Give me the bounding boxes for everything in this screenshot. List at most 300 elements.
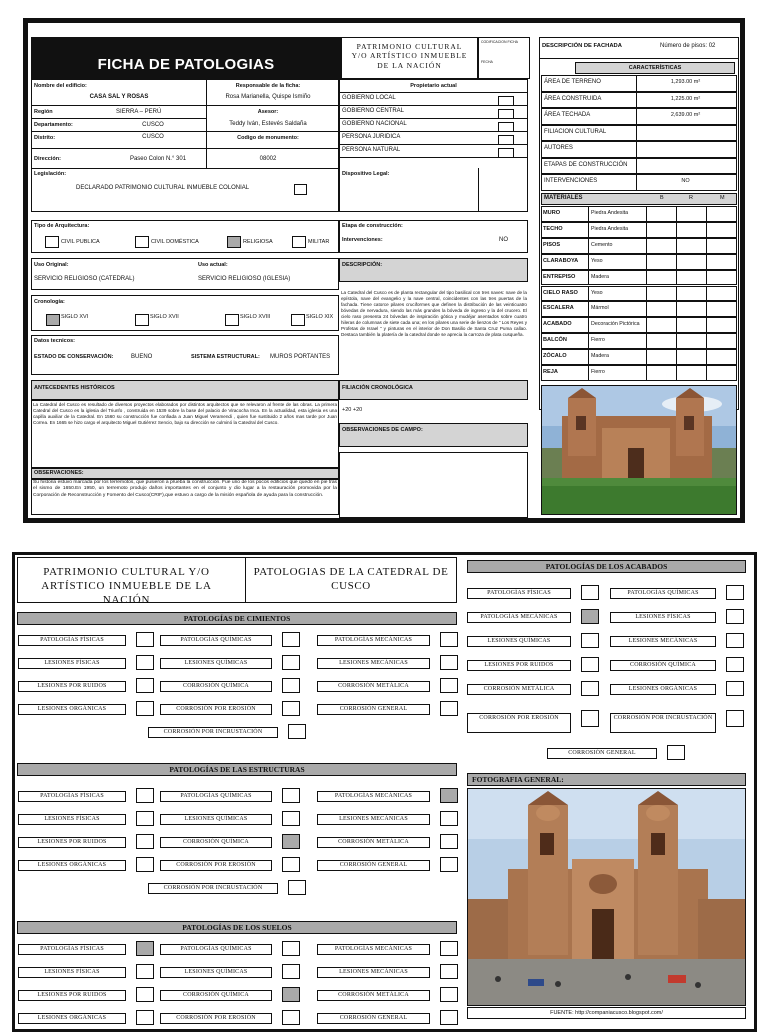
material-value: Fierro bbox=[591, 369, 605, 375]
pathology-checkbox[interactable] bbox=[726, 585, 744, 600]
material-name: CLARABOYA bbox=[543, 257, 579, 264]
pathology-checkbox[interactable] bbox=[136, 1010, 154, 1025]
pathology-label: PATOLOGÍAS FÍSICAS bbox=[467, 588, 571, 599]
col-line bbox=[676, 286, 677, 302]
material-value: Piedra Andesita bbox=[591, 210, 629, 216]
pathology-label: LESIONES QUÍMICAS bbox=[160, 967, 272, 978]
militar-checkbox[interactable] bbox=[292, 236, 306, 248]
uso-actual-value: SERVICIO RELIGIOSO (IGLESIA) bbox=[198, 276, 291, 282]
pathology-label: LESIONES MECÁNICAS bbox=[610, 636, 716, 647]
pathology-label: LESIONES POR RUIDOS bbox=[18, 837, 126, 848]
caracteristica-label: ÁREA CONSTRUIDA bbox=[544, 95, 602, 102]
pathology-checkbox[interactable] bbox=[726, 657, 744, 672]
material-name: BALCÓN bbox=[543, 337, 567, 344]
pathology-checkbox[interactable] bbox=[136, 632, 154, 647]
asesor-value: Teddy Iván, Estevés Saldaña bbox=[229, 121, 307, 127]
col-line bbox=[706, 286, 707, 302]
pathology-checkbox[interactable] bbox=[136, 964, 154, 979]
tipo-label: Tipo de Arquitectura: bbox=[34, 223, 90, 229]
pathology-label: CORROSIÓN METÁLICA bbox=[317, 990, 430, 1001]
pathology-label: CORROSIÓN METÁLICA bbox=[467, 684, 571, 695]
militar-label: MILITAR bbox=[308, 239, 330, 245]
pathology-checkbox[interactable] bbox=[136, 811, 154, 826]
pathology-label: CORROSIÓN GENERAL bbox=[317, 860, 430, 871]
pathology-checkbox[interactable] bbox=[440, 857, 458, 872]
col-line bbox=[706, 301, 707, 317]
pathology-label: LESIONES POR RUIDOS bbox=[18, 681, 126, 692]
pathology-checkbox[interactable] bbox=[282, 811, 300, 826]
region-value: SIERRA – PERÚ bbox=[116, 109, 162, 115]
caracteristica-label: FILIACION CULTURAL bbox=[544, 128, 607, 135]
estructuras-section-header: PATOLOGÍAS DE LAS ESTRUCTURAS bbox=[17, 763, 457, 776]
col-line bbox=[706, 206, 707, 222]
asesor-label: Asesor: bbox=[257, 109, 279, 115]
caracteristica-value: NO bbox=[681, 178, 690, 184]
material-value: Decoración Pictórica bbox=[591, 321, 640, 328]
pathology-checkbox[interactable] bbox=[136, 941, 154, 956]
col-line bbox=[676, 301, 677, 317]
obs-campo-frame bbox=[339, 452, 528, 518]
patologias-form-sheet bbox=[23, 18, 745, 523]
pathology-label: PATOLOGÍAS MECÁNICAS bbox=[467, 612, 571, 623]
row-line bbox=[31, 148, 339, 149]
descripcion-text: La Catedral del Cusco es de planta rectangular del tipo basilical con tres naves: nave de la epístola, nave del evangelio y la nave central, coincidentes con las tres puertas de la fachada. Tiene catorce pilares cruciformes que definen la distribución de las veinticuatro bóvedas de nervadura, siendo las más grandes la bóveda de ingreso y la del crucero. El cielo raso presenta 24 bóvedas de inspiración gótica y mudéjar asentados sobre cuatro hileras de columnas de siete cada una; en los pilares una serie de lienzos de " Los Reyes y Profetas de Israel " y pinturas en el interior de Don Basilio de Santa Cruz Puma callao. Destaca también la platería de la catedral donde se aprecia la carroza de plata cusqueña. bbox=[341, 290, 527, 337]
siglo-xix-checkbox[interactable] bbox=[291, 314, 305, 326]
pathology-checkbox[interactable] bbox=[440, 678, 458, 693]
pathology-checkbox[interactable] bbox=[440, 788, 458, 803]
pathology-label: CORROSIÓN GENERAL bbox=[317, 704, 430, 715]
col-line bbox=[588, 222, 589, 238]
material-name: ACABADO bbox=[543, 321, 572, 328]
col-line bbox=[706, 317, 707, 333]
col-r-label: R bbox=[689, 195, 693, 201]
dispositivo-label: Dispositivo Legal: bbox=[342, 171, 390, 177]
col-line bbox=[706, 365, 707, 381]
material-value: Cemento bbox=[591, 241, 613, 248]
caracteristica-label: AUTORES bbox=[544, 145, 573, 151]
observaciones-label: OBSERVACIONES: bbox=[34, 470, 84, 476]
pathology-label: PATOLOGÍAS QUÍMICAS bbox=[160, 635, 272, 646]
owner-option-label: PERSONA JURIDICA bbox=[342, 134, 401, 140]
heritage-title: PATRIMONIO CULTURAL Y/O ARTÍSTICO INMUEBLE DE LA NACIÓN bbox=[341, 37, 478, 79]
cathedral-photo-large bbox=[467, 788, 746, 1006]
owner-option-checkbox[interactable] bbox=[498, 135, 514, 145]
uso-actual-label: Uso actual: bbox=[198, 262, 228, 268]
siglo-xix-label: SIGLO XIX bbox=[306, 314, 334, 320]
col-line bbox=[478, 168, 479, 212]
pathology-label: LESIONES MECÁNICAS bbox=[317, 658, 430, 669]
owner-option-label: PERSONA NATURAL bbox=[342, 147, 401, 153]
descripcion-label: DESCRIPCIÓN: bbox=[342, 262, 383, 268]
material-name: ZÓCALO bbox=[543, 353, 567, 360]
col-line bbox=[676, 349, 677, 365]
pathology-label: LESIONES MECÁNICAS bbox=[317, 814, 430, 825]
pathology-checkbox[interactable] bbox=[136, 857, 154, 872]
pathology-checkbox[interactable] bbox=[136, 788, 154, 803]
col-line bbox=[636, 75, 637, 92]
col-line bbox=[588, 270, 589, 286]
form-title: FICHA DE PATOLOGIAS bbox=[97, 56, 275, 73]
antecedentes-text: La Catedral del Cusco es resultado de diversos proyectos elaborados por distintos arquitectos que se relevaron al frente de las obras. La primera Catedral del Cusco es la iglesia del Triunfo , construida en 1539 sobre la base del palacio de Viracocha Inca. En la actualidad, esta iglesia es una capilla auxiliar de la Catedral. En 1560 su construcción fue confiada a Juan Miguel Veramendi , quien fue sustituido 2 años mas tarde por Juan Correa. En 1665 se hizo cargo el arquitecto Miguel Gutiérrez Sencio, bajo su dirección se culminó la Catedral del Cusco. bbox=[33, 402, 337, 425]
material-row bbox=[541, 222, 737, 238]
pathology-checkbox[interactable] bbox=[440, 1010, 458, 1025]
col-line bbox=[636, 141, 637, 158]
pathology-label: PATOLOGÍAS FÍSICAS bbox=[18, 944, 126, 955]
pathology-label: PATOLOGÍAS MECÁNICAS bbox=[317, 944, 430, 955]
col-line bbox=[588, 317, 589, 333]
owner-option-checkbox[interactable] bbox=[498, 148, 514, 158]
pathology-label: CORROSIÓN QUÍMICA bbox=[160, 681, 272, 692]
row-line bbox=[339, 92, 528, 93]
direccion-value: Paseo Colon N.° 301 bbox=[129, 156, 187, 162]
codigo-value: 08002 bbox=[259, 156, 277, 162]
etapa-label: Etapa de construcción: bbox=[342, 223, 403, 229]
col-line bbox=[676, 206, 677, 222]
legislacion-value: DECLARADO PATRIMONIO CULTURAL INMUEBLE COLONIAL bbox=[76, 185, 250, 191]
pathology-label: CORROSIÓN POR EROSIÓN bbox=[467, 713, 571, 733]
col-line bbox=[706, 238, 707, 254]
material-name: MURO bbox=[543, 210, 561, 216]
pathology-label: PATOLOGÍAS QUÍMICAS bbox=[610, 588, 716, 599]
suelos-section-header: PATOLOGÍAS DE LOS SUELOS bbox=[17, 921, 457, 934]
caracteristicas-label: CARACTERÍSTICAS bbox=[628, 65, 682, 71]
uso-original-value: SERVICIO RELIGIOSO (CATEDRAL) bbox=[34, 276, 135, 282]
caracteristica-label: ETAPAS DE CONSTRUCCIÓN bbox=[544, 161, 628, 168]
pathology-label: CORROSIÓN POR EROSIÓN bbox=[160, 1013, 272, 1024]
col-line bbox=[646, 365, 647, 381]
cimientos-section-header: PATOLOGÍAS DE CIMIENTOS bbox=[17, 612, 457, 625]
material-name: TECHO bbox=[543, 225, 563, 232]
col-line bbox=[646, 349, 647, 365]
col-line bbox=[646, 333, 647, 349]
pathology-label: CORROSIÓN POR INCRUSTACIÓN bbox=[610, 713, 716, 733]
pathology-label: CORROSIÓN POR EROSIÓN bbox=[160, 704, 272, 715]
pathology-checkbox[interactable] bbox=[282, 857, 300, 872]
pathology-checkbox[interactable] bbox=[288, 724, 306, 739]
pathology-checkbox[interactable] bbox=[136, 678, 154, 693]
col-line bbox=[676, 222, 677, 238]
uso-frame bbox=[31, 258, 339, 290]
cronologia-label: Cronología: bbox=[34, 299, 65, 305]
material-value: Fierro bbox=[591, 337, 605, 344]
responsable-label: Responsable de la ficha: bbox=[235, 83, 301, 89]
col-line bbox=[706, 222, 707, 238]
civil-publica-checkbox[interactable] bbox=[45, 236, 59, 248]
observaciones-text: Su historia estuvo marcada por los terremotos, que pusieron a prueba la construcción. Fue uno de los pocos edificios que quedó en pie tras el sismo de 1650.En 1950, un terremoto produjo daños importantes en el conjunto y dio lugar a la restauración promovida por la Corporación de Reconstrucción y Fomento del Cusco(CRIF),que estuvo a cargo de la misión española de ayuda para la construcción. bbox=[33, 480, 337, 498]
pathology-label: PATOLOGÍAS MECÁNICAS bbox=[317, 791, 430, 802]
col-line bbox=[588, 254, 589, 270]
pathology-checkbox[interactable] bbox=[136, 834, 154, 849]
material-name: PISOS bbox=[543, 241, 561, 248]
region-label: Región bbox=[34, 109, 53, 115]
intervenciones-label: Intervenciones: bbox=[342, 237, 383, 243]
cathedral-illustration bbox=[468, 789, 746, 1006]
col-line bbox=[646, 301, 647, 317]
col-line bbox=[706, 333, 707, 349]
cathedral-photo-small bbox=[541, 385, 737, 515]
col-line bbox=[636, 158, 637, 175]
pathology-checkbox[interactable] bbox=[282, 788, 300, 803]
pathology-label: LESIONES FÍSICAS bbox=[18, 967, 126, 978]
col-line bbox=[636, 125, 637, 142]
pathology-label: CORROSIÓN METÁLICA bbox=[317, 837, 430, 848]
antecedentes-label: ANTECEDENTES HISTÓRICOS bbox=[34, 385, 115, 391]
col-b-label: B bbox=[660, 195, 664, 201]
legislacion-checkbox[interactable] bbox=[294, 184, 307, 195]
material-value: Piedra Andesita bbox=[591, 225, 629, 232]
distrito-value: CUSCO bbox=[142, 134, 164, 140]
col-line bbox=[706, 270, 707, 286]
caracteristica-value: 1,293.00 m² bbox=[670, 79, 701, 85]
pathology-label: CORROSIÓN POR INCRUSTACIÓN bbox=[148, 883, 278, 894]
material-name: REJA bbox=[543, 369, 558, 375]
pathology-checkbox[interactable] bbox=[581, 585, 599, 600]
col-line bbox=[206, 79, 207, 168]
material-name: ENTREPISO bbox=[543, 273, 576, 280]
pathology-checkbox[interactable] bbox=[282, 655, 300, 670]
civil-publica-label: CIVIL PUBLICA bbox=[61, 239, 100, 245]
pathology-label: PATOLOGÍAS FÍSICAS bbox=[18, 791, 126, 802]
sheet2-heritage-title: PATRIMONIO CULTURAL Y/O ARTÍSTICO INMUEBLE DE LA NACIÓN bbox=[41, 566, 212, 606]
pathology-checkbox[interactable] bbox=[440, 811, 458, 826]
col-line bbox=[646, 206, 647, 222]
material-row bbox=[541, 238, 737, 254]
col-line bbox=[588, 349, 589, 365]
pathology-label: LESIONES ORGÁNICAS bbox=[18, 704, 126, 715]
pathology-checkbox[interactable] bbox=[440, 632, 458, 647]
pathology-label: PATOLOGÍAS MECÁNICAS bbox=[317, 635, 430, 646]
row-line bbox=[539, 58, 739, 59]
pathology-label: LESIONES FÍSICAS bbox=[18, 814, 126, 825]
pathology-label: LESIONES ORGÁNICAS bbox=[610, 684, 716, 695]
row-line bbox=[31, 168, 339, 169]
pathology-label: CORROSIÓN QUÍMICA bbox=[160, 990, 272, 1001]
pathology-checkbox[interactable] bbox=[136, 987, 154, 1002]
sheet2-title: PATOLOGIAS DE LA CATEDRAL DE CUSCO bbox=[253, 566, 449, 592]
pathology-label: CORROSIÓN METÁLICA bbox=[317, 681, 430, 692]
col-line bbox=[706, 349, 707, 365]
material-value: Madera bbox=[591, 273, 609, 280]
pathology-label: LESIONES MECÁNICAS bbox=[317, 967, 430, 978]
material-row bbox=[541, 349, 737, 365]
pathology-label: LESIONES FÍSICAS bbox=[610, 612, 716, 623]
owner-option-label: GOBIERNO CENTRAL bbox=[342, 108, 405, 114]
material-value: Madera bbox=[591, 353, 609, 360]
siglo-xviii-label: SIGLO XVIII bbox=[240, 314, 271, 320]
pathology-checkbox[interactable] bbox=[726, 609, 744, 624]
edificio-value: CASA SAL Y ROSAS bbox=[89, 94, 149, 100]
col-line bbox=[588, 286, 589, 302]
datos-label: Datos tecnicos: bbox=[34, 338, 75, 344]
col-line bbox=[706, 254, 707, 270]
pathology-label: LESIONES ORGÁNICAS bbox=[18, 1013, 126, 1024]
fecha-label: FECHA bbox=[481, 60, 493, 65]
pisos-value: Número de pisos: 02 bbox=[660, 43, 716, 49]
acabados-section-header: PATOLOGÍAS DE LOS ACABADOS bbox=[467, 560, 746, 573]
siglo-xvi-checkbox[interactable] bbox=[46, 314, 60, 326]
fuente-text: FUENTE: http://companiacusco.blogspot.com/ bbox=[550, 1010, 663, 1016]
pathology-checkbox[interactable] bbox=[136, 701, 154, 716]
intervenciones-value: NO bbox=[499, 237, 508, 243]
pathology-checkbox[interactable] bbox=[440, 964, 458, 979]
col-line bbox=[676, 317, 677, 333]
row-line bbox=[31, 118, 207, 119]
pathology-checkbox[interactable] bbox=[282, 1010, 300, 1025]
col-line bbox=[588, 333, 589, 349]
caracteristica-value: 2,639.00 m² bbox=[670, 112, 701, 118]
siglo-xvii-label: SIGLO XVII bbox=[150, 314, 179, 320]
estado-label: ESTADO DE CONSERVACIÓN: bbox=[34, 354, 114, 360]
owner-option-label: GOBIERNO NACIONAL bbox=[342, 121, 407, 127]
religiosa-label: RELIGIOSA bbox=[243, 239, 273, 245]
fuente-caption bbox=[467, 1007, 746, 1019]
pathology-checkbox[interactable] bbox=[440, 834, 458, 849]
pathology-checkbox[interactable] bbox=[667, 745, 685, 760]
cathedral-illustration bbox=[542, 386, 737, 515]
material-row bbox=[541, 333, 737, 349]
pathology-checkbox[interactable] bbox=[440, 987, 458, 1002]
religiosa-checkbox[interactable] bbox=[227, 236, 241, 248]
pathology-checkbox[interactable] bbox=[282, 678, 300, 693]
caracteristica-value: 1,225.00 m² bbox=[670, 95, 701, 102]
col-line bbox=[588, 238, 589, 254]
pathology-label: CORROSIÓN QUÍMICA bbox=[160, 837, 272, 848]
pathology-label: LESIONES ORGÁNICAS bbox=[18, 860, 126, 871]
owner-option-checkbox[interactable] bbox=[498, 109, 514, 119]
pathology-label: LESIONES QUÍMICAS bbox=[160, 658, 272, 669]
pathology-checkbox[interactable] bbox=[440, 655, 458, 670]
col-line bbox=[588, 206, 589, 222]
pathology-checkbox[interactable] bbox=[282, 632, 300, 647]
pathology-checkbox[interactable] bbox=[581, 681, 599, 696]
caracteristica-label: ÁREA TECHADA bbox=[544, 112, 591, 118]
col-line bbox=[636, 108, 637, 125]
col-line bbox=[646, 238, 647, 254]
pathology-label: LESIONES POR RUIDOS bbox=[18, 990, 126, 1001]
foto-label: FOTOGRAFIA GENERAL: bbox=[472, 775, 564, 784]
filiacion-label: FILIACIÓN CRONOLÓGICA bbox=[342, 385, 413, 391]
pathology-checkbox[interactable] bbox=[726, 681, 744, 696]
codificacion-box bbox=[478, 37, 530, 79]
direccion-label: Dirección: bbox=[34, 156, 61, 162]
pathology-checkbox[interactable] bbox=[136, 655, 154, 670]
pathology-checkbox[interactable] bbox=[581, 609, 599, 624]
material-row bbox=[541, 365, 737, 381]
edificio-label: Nombre del edificio: bbox=[34, 83, 87, 89]
obs-campo-label: OBSERVACIONES DE CAMPO: bbox=[342, 427, 423, 433]
civil-domestica-label: CIVIL DOMÉSTICA bbox=[151, 239, 199, 245]
col-line bbox=[676, 333, 677, 349]
col-line bbox=[676, 365, 677, 381]
material-value: Yeso bbox=[591, 289, 603, 296]
pathology-checkbox[interactable] bbox=[581, 710, 599, 727]
departamento-label: Departamento: bbox=[34, 122, 73, 128]
col-line bbox=[588, 301, 589, 317]
pathology-checkbox[interactable] bbox=[282, 941, 300, 956]
pathology-checkbox[interactable] bbox=[282, 834, 300, 849]
material-value: Yeso bbox=[591, 257, 603, 264]
col-line bbox=[646, 286, 647, 302]
pathology-label: PATOLOGÍAS QUÍMICAS bbox=[160, 791, 272, 802]
caracteristica-label: ÁREA DE TERRENO bbox=[544, 79, 601, 85]
pathology-checkbox[interactable] bbox=[440, 941, 458, 956]
material-name: CIELO RASO bbox=[543, 289, 578, 296]
col-m-label: M bbox=[720, 195, 725, 201]
col-line bbox=[646, 222, 647, 238]
siglo-xvi-label: SIGLO XVI bbox=[61, 314, 89, 320]
siglo-xvii-checkbox[interactable] bbox=[135, 314, 149, 326]
owner-option-checkbox[interactable] bbox=[498, 96, 514, 106]
pathology-label: CORROSIÓN QUÍMICA bbox=[610, 660, 716, 671]
caracteristica-label: INTERVENCIONES bbox=[544, 178, 598, 184]
col-line bbox=[676, 270, 677, 286]
pathology-label: PATOLOGÍAS FÍSICAS bbox=[18, 635, 126, 646]
material-row bbox=[541, 206, 737, 222]
distrito-label: Distrito: bbox=[34, 135, 56, 141]
row-line bbox=[31, 131, 339, 132]
siglo-xviii-checkbox[interactable] bbox=[225, 314, 239, 326]
col-line bbox=[676, 238, 677, 254]
sistema-value: MUROS PORTANTES bbox=[270, 354, 331, 360]
pathology-checkbox[interactable] bbox=[726, 710, 744, 727]
sistema-label: SISTEMA ESTRUCTURAL: bbox=[191, 354, 260, 360]
pathology-checkbox[interactable] bbox=[288, 880, 306, 895]
pathology-checkbox[interactable] bbox=[581, 657, 599, 672]
col-line bbox=[245, 557, 246, 603]
codigo-label: Codigo de monumento: bbox=[237, 135, 299, 141]
departamento-value: CUSCO bbox=[142, 122, 164, 128]
pathology-checkbox[interactable] bbox=[282, 701, 300, 716]
pathology-label: CORROSIÓN GENERAL bbox=[547, 748, 657, 759]
pathology-checkbox[interactable] bbox=[726, 633, 744, 648]
pathology-label: LESIONES QUÍMICAS bbox=[467, 636, 571, 647]
row-line bbox=[31, 105, 339, 106]
col-line bbox=[646, 270, 647, 286]
pathology-label: LESIONES FÍSICAS bbox=[18, 658, 126, 669]
col-line bbox=[646, 317, 647, 333]
legislacion-label: Legislación: bbox=[34, 171, 67, 177]
pathology-label: PATOLOGÍAS QUÍMICAS bbox=[160, 944, 272, 955]
estado-value: BUENO bbox=[131, 354, 153, 360]
pathology-label: CORROSIÓN GENERAL bbox=[317, 1013, 430, 1024]
pathology-checkbox[interactable] bbox=[282, 964, 300, 979]
col-line bbox=[676, 254, 677, 270]
pathology-checkbox[interactable] bbox=[282, 987, 300, 1002]
responsable-value: Rosa Marianella, Quispe Ismiño bbox=[225, 94, 311, 100]
materiales-label: MATERIALES bbox=[544, 195, 583, 201]
owner-option-label: GOBIERNO LOCAL bbox=[342, 95, 396, 101]
pathology-checkbox[interactable] bbox=[440, 701, 458, 716]
col-line bbox=[646, 254, 647, 270]
pathology-label: CORROSIÓN POR EROSIÓN bbox=[160, 860, 272, 871]
col-line bbox=[588, 365, 589, 381]
propietario-label: Propietario actual bbox=[410, 83, 457, 89]
pathology-label: LESIONES POR RUIDOS bbox=[467, 660, 571, 671]
fachada-label: DESCRIPCIÓN DE FACHADA bbox=[542, 43, 622, 49]
filiacion-value: +20 +20 bbox=[342, 407, 363, 413]
col-line bbox=[636, 92, 637, 109]
material-name: ESCALERA bbox=[543, 305, 574, 312]
pathology-label: LESIONES QUÍMICAS bbox=[160, 814, 272, 825]
foto-header bbox=[467, 773, 746, 786]
civil-domestica-checkbox[interactable] bbox=[135, 236, 149, 248]
owner-option-checkbox[interactable] bbox=[498, 122, 514, 132]
material-value: Mármol bbox=[591, 305, 609, 312]
pathology-label: CORROSIÓN POR INCRUSTACIÓN bbox=[148, 727, 278, 738]
col-line bbox=[636, 174, 637, 191]
pathology-checkbox[interactable] bbox=[581, 633, 599, 648]
patologias-catedral-sheet bbox=[12, 552, 757, 1032]
